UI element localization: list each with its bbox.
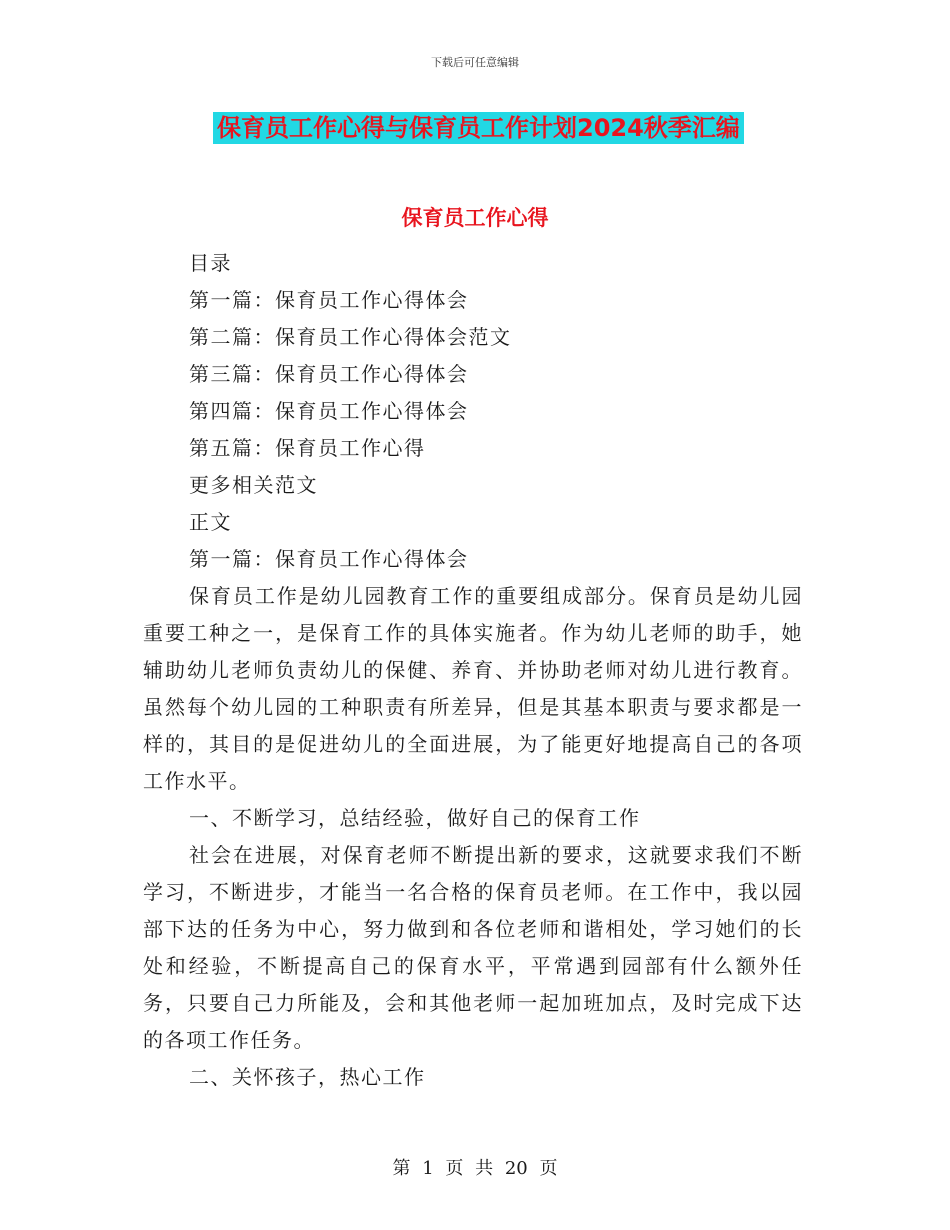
paragraph: 社会在进展，对保育老师不断提出新的要求，这就要求我们不断学习，不断进步，才能当一名合格的保育员老师。在工作中，我以园部下达的任务为中心，努力做到和各位老师和谐相处，学习她们的长处和经验，不断提高自己的保育水平，平常遇到园部有什么额外任务，只要自己力所能及，会和其他老师一起加班加点，及时完成下达的各项工作任务。: [143, 843, 803, 1052]
toc-item: 第四篇：保育员工作心得体会: [189, 399, 469, 423]
body-label: 正文: [189, 510, 232, 534]
toc-item: 第五篇：保育员工作心得: [189, 436, 426, 460]
subheading: 二、关怀孩子，热心工作: [189, 1065, 426, 1089]
toc-item: 第一篇：保育员工作心得体会: [189, 288, 469, 312]
document-body: [143, 245, 803, 1096]
document-title: 保育员工作心得与保育员工作计划2024秋季汇编: [213, 112, 744, 144]
toc-heading: 目录: [189, 251, 232, 275]
chapter-title: 第一篇：保育员工作心得体会: [189, 547, 469, 571]
toc-item: 更多相关范文: [189, 473, 318, 497]
subheading: 一、不断学习，总结经验，做好自己的保育工作: [189, 806, 641, 830]
page-footer: 第 1 页 共 20 页: [392, 1158, 558, 1179]
header-note: 下载后可任意编辑: [431, 56, 519, 69]
toc-item: 第二篇：保育员工作心得体会范文: [189, 325, 512, 349]
paragraph: 保育员工作是幼儿园教育工作的重要组成部分。保育员是幼儿园重要工种之一，是保育工作的具体实施者。作为幼儿老师的助手，她辅助幼儿老师负责幼儿的保健、养育、并协助老师对幼儿进行教育。虽然每个幼儿园的工种职责有所差异，但是其基本职责与要求都是一样的，其目的是促进幼儿的全面进展，为了能更好地提高自己的各项工作水平。: [143, 584, 803, 793]
toc-item: 第三篇：保育员工作心得体会: [189, 362, 469, 386]
section-title: 保育员工作心得: [401, 206, 549, 230]
